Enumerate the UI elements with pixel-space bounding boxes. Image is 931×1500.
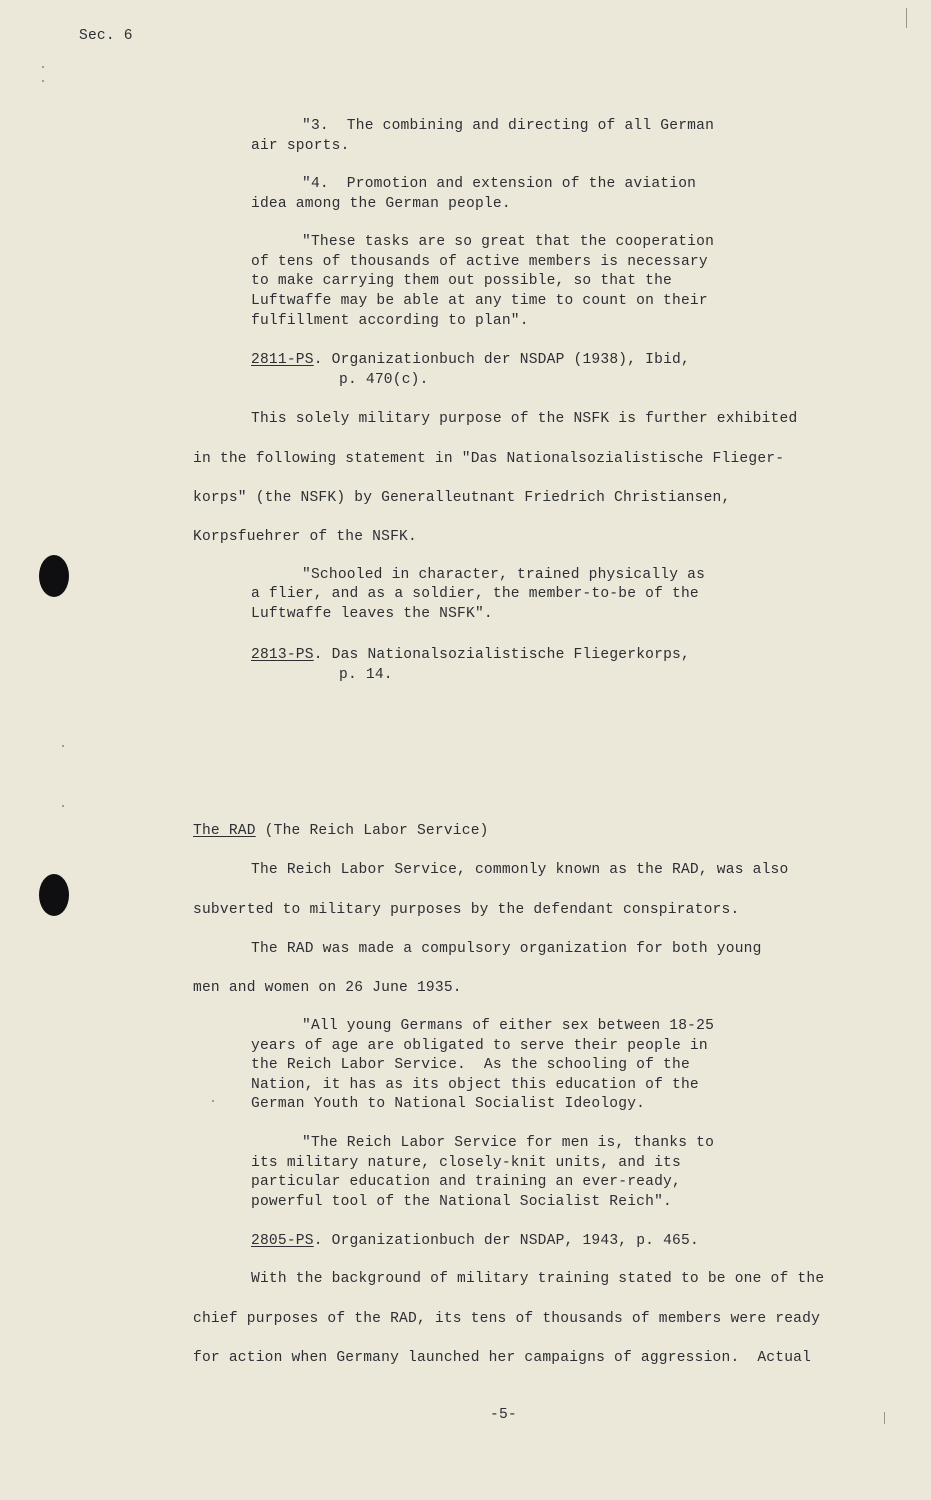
- quote-line: "All young Germans of either sex between 18-25: [302, 1018, 715, 1034]
- citation-text: . Organizationbuch der NSDAP (1938), Ibid,: [313, 352, 690, 368]
- quote-line: powerful tool of the National Socialist Reich".: [251, 1194, 673, 1210]
- citation-ref: 2813-PS: [251, 647, 314, 663]
- citation-text: . Organizationbuch der NSDAP, 1943, p. 465.: [313, 1233, 699, 1249]
- quote-line: German Youth to National Socialist Ideology.: [251, 1096, 646, 1112]
- body-line: The RAD was made a compulsory organization for both young: [251, 941, 762, 957]
- quote-line: "These tasks are so great that the cooperation: [302, 234, 715, 250]
- citation-ref: 2811-PS: [251, 352, 314, 368]
- citation: [251, 353, 690, 368]
- edge-mark: [906, 8, 907, 28]
- citation-ref: 2805-PS: [251, 1233, 314, 1249]
- quote-line: a flier, and as a soldier, the member-to-be of the: [251, 586, 699, 602]
- quote-line: the Reich Labor Service. As the schooling of the: [251, 1057, 690, 1073]
- citation: [251, 648, 690, 663]
- quote-line: Luftwaffe may be able at any time to count on their: [251, 293, 708, 309]
- punch-hole-bottom: [39, 874, 69, 916]
- body-line: in the following statement in "Das Nationalsozialistische Flieger-: [193, 451, 785, 467]
- scan-speck: [42, 80, 44, 82]
- citation: [251, 1234, 699, 1249]
- quote-line: of tens of thousands of active members is necessary: [251, 254, 708, 270]
- body-line: korps" (the NSFK) by Generalleutnant Friedrich Christiansen,: [193, 490, 731, 506]
- citation-text: . Das Nationalsozialistische Fliegerkorps,: [313, 647, 690, 663]
- body-line: for action when Germany launched her campaigns of aggression. Actual: [193, 1350, 812, 1366]
- section-heading-subtitle: (The Reich Labor Service): [255, 823, 489, 839]
- body-line: chief purposes of the RAD, its tens of thousands of members were ready: [193, 1311, 821, 1327]
- quote-line: air sports.: [251, 138, 350, 154]
- section-heading: [193, 824, 489, 839]
- body-line: With the background of military training stated to be one of the: [251, 1271, 825, 1287]
- page-number: -5-: [490, 1407, 517, 1423]
- quote-line: Luftwaffe leaves the NSFK".: [251, 606, 493, 622]
- quote-line: particular education and training an ever-ready,: [251, 1174, 681, 1190]
- quote-line: fulfillment according to plan".: [251, 313, 529, 329]
- punch-hole-top: [39, 555, 69, 597]
- body-line: Korpsfuehrer of the NSFK.: [193, 529, 417, 545]
- body-line: subverted to military purposes by the defendant conspirators.: [193, 902, 740, 918]
- quote-line: "The Reich Labor Service for men is, thanks to: [302, 1135, 715, 1151]
- scan-speck: [212, 1100, 214, 1102]
- quote-line: "Schooled in character, trained physically as: [302, 567, 706, 583]
- quote-line: "4. Promotion and extension of the aviation: [302, 176, 697, 192]
- quote-line: Nation, it has as its object this education of the: [251, 1077, 699, 1093]
- scan-speck: [42, 66, 44, 68]
- quote-line: its military nature, closely-knit units, and its: [251, 1155, 681, 1171]
- section-heading-title: The RAD: [193, 823, 256, 839]
- body-line: The Reich Labor Service, commonly known as the RAD, was also: [251, 862, 789, 878]
- quote-line: years of age are obligated to serve their people in: [251, 1038, 708, 1054]
- quote-line: idea among the German people.: [251, 196, 511, 212]
- quote-line: "3. The combining and directing of all German: [302, 118, 715, 134]
- body-line: men and women on 26 June 1935.: [193, 980, 462, 996]
- section-label: Sec. 6: [79, 28, 133, 44]
- citation-page: p. 470(c).: [339, 372, 429, 388]
- scan-speck: [62, 805, 64, 807]
- scan-speck: [62, 745, 64, 747]
- edge-mark: [884, 1412, 885, 1424]
- quote-line: to make carrying them out possible, so that the: [251, 273, 673, 289]
- body-line: This solely military purpose of the NSFK is further exhibited: [251, 411, 798, 427]
- citation-page: p. 14.: [339, 667, 393, 683]
